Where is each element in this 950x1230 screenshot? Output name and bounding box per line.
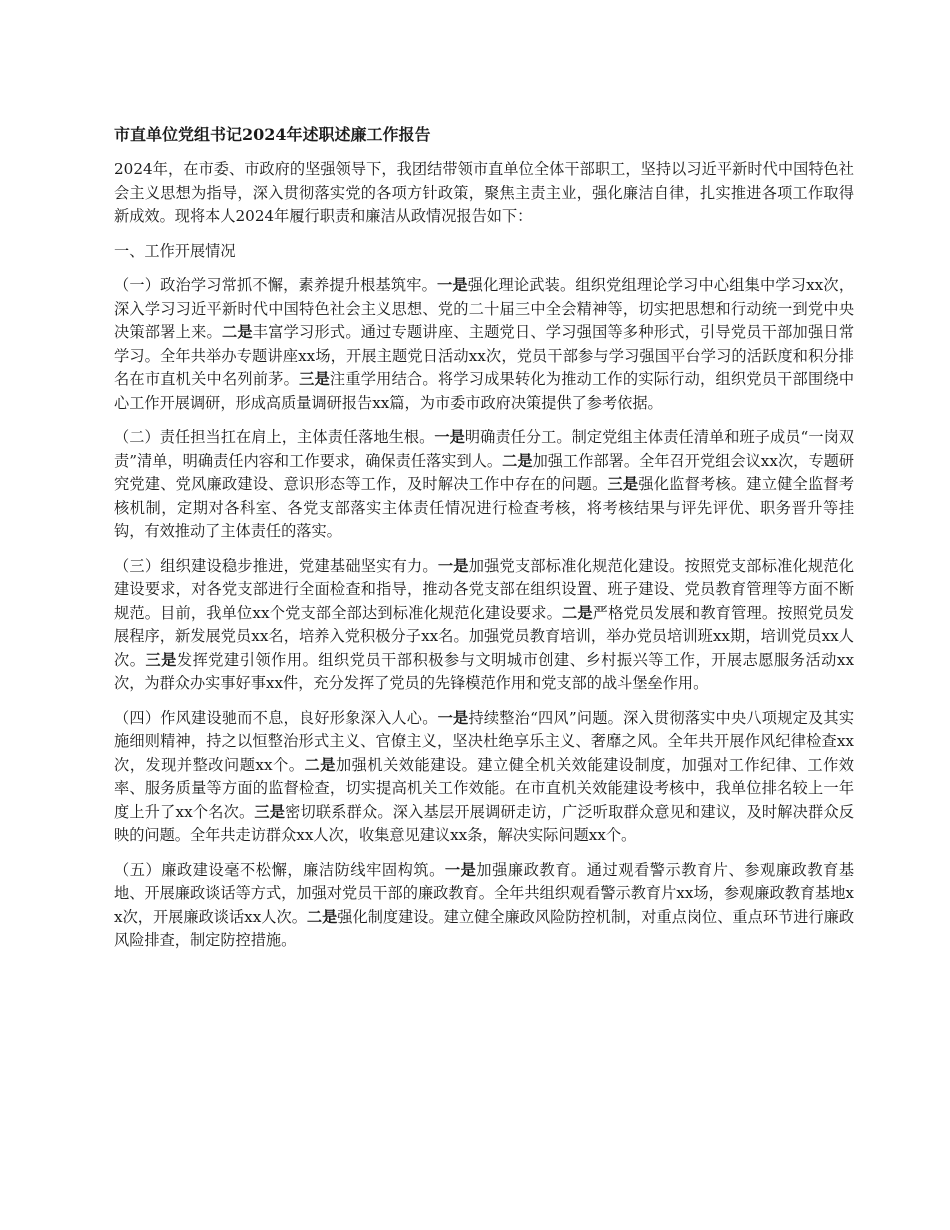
paragraph-lead: （四）作风建设驰而不息，良好形象深入人心。 [114,708,438,727]
paragraph-lead: （三）组织建设稳步推进，党建基础坚实有力。 [114,556,438,575]
paragraph-text: 丰富学习形式。通过专题讲座、主题党日、学习强国等多种形式，引导党员干部加强日常学习。全年共举办专题讲座xx场，开展主题党日活动xx次，党员干部参与学习强国平台学习的活跃度和积分排名在市直机关中名列前茅。 [114,323,855,388]
ordinal-marker: 一是 [434,428,465,446]
paragraph-section-3 [114,555,854,696]
paragraph-section-4 [114,707,854,848]
paragraph-text: 加强工作部署。全年召开党组会议xx次，专题研究党建、党风廉政建设、意识形态等工作，及时解决工作中存在的问题。 [114,451,855,493]
paragraph-text: 严格党员发展和教育管理。按照党员发展程序，新发展党员xx名，培养入党积极分子xx名。加强党员教育培训，举办党员培训班xx期，培训党员xx人次。 [114,603,855,669]
paragraph-text: 强化监督考核。建立健全监督考核机制，定期对各科室、各党支部落实主体责任情况进行检查考核，将考核结果与评先评优、职务晋升等挂钩，有效推动了主体责任的落实。 [114,475,855,540]
paragraph-lead: （二）责任担当扛在肩上，主体责任落地生根。 [114,428,435,446]
ordinal-marker: 二是 [561,603,593,622]
ordinal-marker: 三是 [607,475,639,493]
ordinal-marker: 二是 [221,323,253,341]
paragraph-text: 密切联系群众。深入基层开展调研走访，广泛听取群众意见和建议，及时解决群众反映的问题。全年共走访群众xx人次，收集意见建议xx条，解决实际问题xx个。 [114,802,855,844]
ordinal-marker: 一是 [437,708,469,727]
paragraph-section-1 [114,274,854,415]
section-heading: 一、工作开展情况 [114,241,236,260]
ordinal-marker: 二是 [306,907,338,926]
paragraph-text: 加强廉政教育。通过观看警示教育片、参观廉政教育基地、开展廉政谈话等方式，加强对党员干部的廉政教育。全年共组织观看警示教育片xx场，参观廉政教育基地xx次，开展廉政谈话xx人次。 [114,860,855,926]
paragraph-section-5 [114,859,854,953]
ordinal-marker: 一是 [436,276,468,294]
ordinal-marker: 二是 [502,451,533,470]
ordinal-marker: 二是 [304,755,336,774]
paragraph-text: 注重学用结合。将学习成果转化为推动工作的实际行动，组织党员干部围绕中心工作开展调研，形成高质量调研报告xx篇，为市委市政府决策提供了参考依据。 [114,370,855,412]
document-title: 市直单位党组书记2024年述职述廉工作报告 [114,125,431,144]
document-page [114,124,854,964]
paragraph-text: 强化理论武装。组织党组理论学习中心组集中学习xx次，深入学习习近平新时代中国特色社会主义思想、党的二十届三中全会精神等，切实把思想和行动统一到党中央决策部署上来。 [114,276,855,341]
paragraph-lead: （五）廉政建设毫不松懈，廉洁防线牢固构筑。 [114,860,445,879]
intro-paragraph: 2024年，在市委、市政府的坚强领导下，我团结带领市直单位全体干部职工，坚持以习近平新时代中国特色社会主义思想为指导，深入贯彻落实党的各项方针政策，聚焦主责主业，强化廉洁自律，扎实推进各项工作取得新成效。现将本人2024年履行职责和廉洁从政情况报告如下： [114,160,854,225]
ordinal-marker: 一是 [444,860,477,879]
paragraph-text: 加强机关效能建设。建立健全机关效能建设制度，加强对工作纪律、工作效率、服务质量等方面的监督检查，切实提高机关工作效能。在市直机关效能建设考核中，我单位排名较上一年度上升了xx个名次。 [114,755,854,821]
ordinal-marker: 三是 [145,650,177,669]
paragraph-text: 加强党支部标准化规范化建设。按照党支部标准化规范化建设要求，对各党支部进行全面检查和指导，推动各党支部在组织设置、班子建设、党员教育管理等方面不断规范。目前，我单位xx个党支部全部达到标准化规范化建设要求。 [114,556,855,622]
ordinal-marker: 一是 [437,556,469,575]
ordinal-marker: 三是 [254,802,286,821]
paragraph-text: 强化制度建设。建立健全廉政风险防控机制，对重点岗位、重点环节进行廉政风险排查，制定防控措施。 [114,907,855,949]
paragraph-text: 持续整治“四风”问题。深入贯彻落实中央八项规定及其实施细则精神，持之以恒整治形式主义、官僚主义，坚决杜绝享乐主义、奢靡之风。全年共开展作风纪律检查xx次，发现并整改问题xx个。 [114,708,855,774]
paragraph-section-2 [114,426,854,544]
paragraph-text: 发挥党建引领作用。组织党员干部积极参与文明城市创建、乡村振兴等工作，开展志愿服务活动xx次，为群众办实事好事xx件，充分发挥了党员的先锋模范作用和党支部的战斗堡垒作用。 [114,650,855,692]
paragraph-lead: （一）政治学习常抓不懈，素养提升根基筑牢。 [114,276,437,294]
paragraph-text: 明确责任分工。制定党组主体责任清单和班子成员“一岗双责”清单，明确责任内容和工作要求，确保责任落实到人。 [114,428,855,470]
ordinal-marker: 三是 [299,370,330,388]
